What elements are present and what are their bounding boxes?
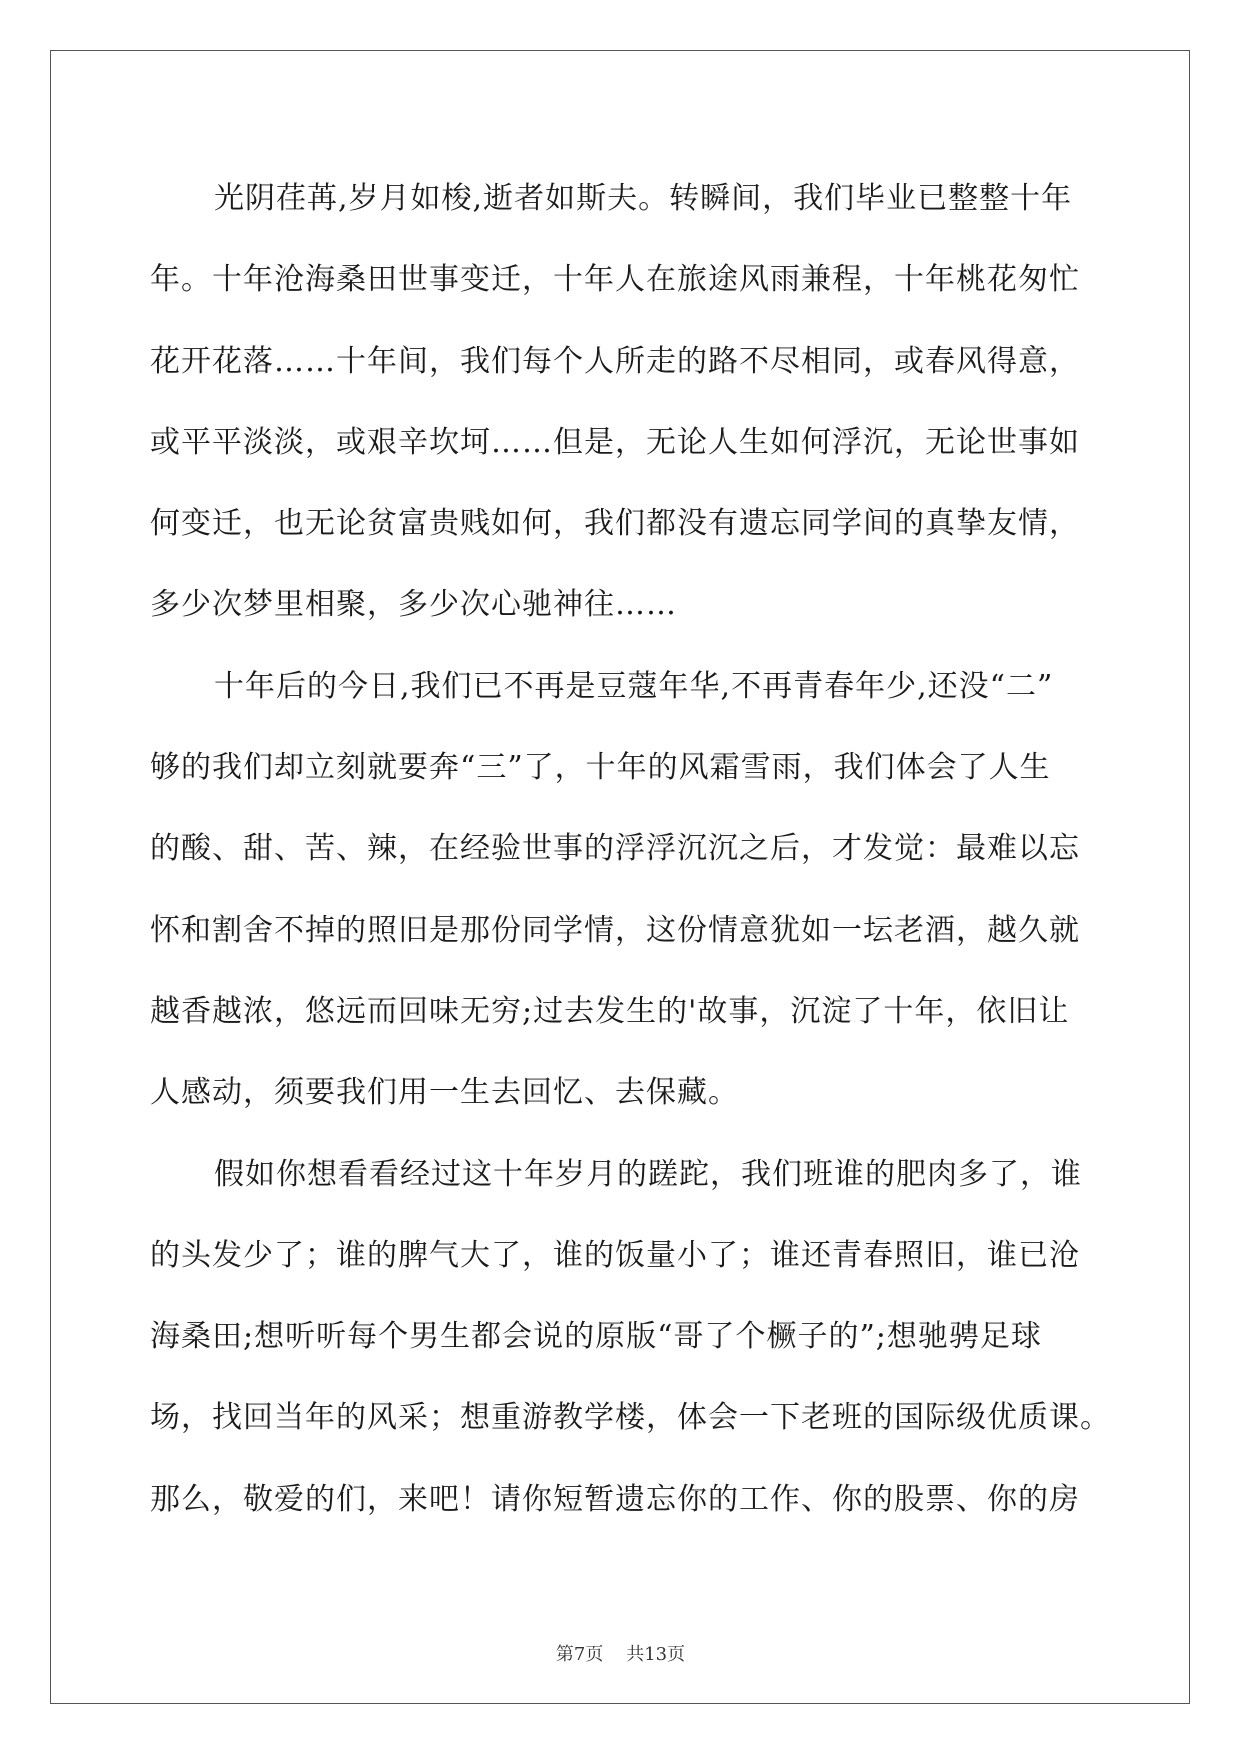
paragraph-1-line-6: 多少次梦里相聚，多少次心驰神往…… [150,587,677,623]
paragraph-1-line-1: 光阴荏苒,岁月如梭,逝者如斯夫。转瞬间，我们毕业已整整十年 [214,181,1073,216]
paragraph-3-line-4: 场，找回当年的风采；想重游教学楼，体会一下老班的国际级优质课。 [150,1400,1111,1436]
footer-gap [603,1644,626,1665]
paragraph-1-line-2: 年。十年沧海桑田世事变迁，十年人在旅途风雨兼程，十年桃花匆忙 [150,262,1080,298]
paragraph-2-line-4: 怀和割舍不掉的照旧是那份同学情，这份情意犹如一坛老酒，越久就 [150,912,1080,948]
paragraph-3-line-1: 假如你想看看经过这十年岁月的蹉跎，我们班谁的肥肉多了，谁 [214,1156,1082,1192]
paragraph-3-line-3: 海桑田;想听听每个男生都会说的原版“哥了个橛子的”;想驰骋足球 [150,1319,1042,1355]
paragraph-2-line-5: 越香越浓，悠远而回味无穷;过去发生的'故事，沉淀了十年，依旧让 [150,993,1070,1029]
paragraph-1-line-4: 或平平淡淡，或艰辛坎坷……但是，无论人生如何浮沉，无论世事如 [150,424,1080,460]
paragraph-3-line-2: 的头发少了；谁的脾气大了，谁的饭量小了；谁还青春照旧，谁已沧 [150,1237,1080,1273]
paragraph-2-line-6: 人感动，须要我们用一生去回忆、去保藏。 [150,1075,739,1111]
page-number: 第7页 [555,1644,604,1665]
paragraph-2-line-2: 够的我们却立刻就要奔“三”了，十年的风霜雪雨，我们体会了人生 [150,750,1051,786]
paragraph-2-line-1: 十年后的今日,我们已不再是豆蔻年华,不再青春年少,还没“二” [214,668,1054,704]
paragraph-2-line-3: 的酸、甜、苦、辣，在经验世事的浮浮沉沉之后，才发觉：最难以忘 [150,831,1080,867]
document-body [150,158,1111,1540]
page-total: 共13页 [626,1644,686,1665]
page-footer [0,1640,1241,1666]
paragraph-1-line-3: 花开花落……十年间，我们每个人所走的路不尽相同，或春风得意， [150,343,1080,379]
paragraph-1-line-5: 何变迁，也无论贫富贵贱如何，我们都没有遗忘同学间的真挚友情， [150,506,1080,542]
paragraph-3-line-5: 那么，敬爱的们，来吧！请你短暂遗忘你的工作、你的股票、你的房 [150,1481,1080,1517]
